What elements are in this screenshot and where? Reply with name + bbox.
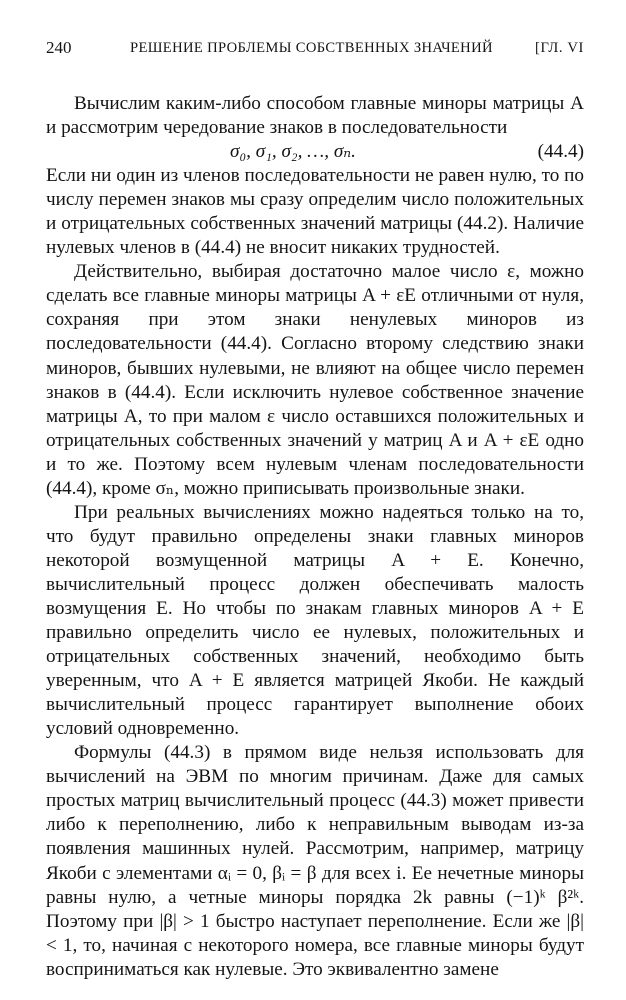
page-number: 240: [46, 38, 72, 57]
formula-expression: σ₀, σ₁, σ₂, …, σₙ.: [230, 141, 356, 163]
paragraph-4: При реальных вычислениях можно надеяться только на то, что будут правильно определены знаки главных миноров некоторой возмущенной матрицы A + E. Конечно, вычислительный процесс должен обеспечивать малость возмущения E. Но чтобы по знакам главных миноров A + E правильно определить число ее нулевых, положительных и отрицательных собственных значений, необходимо быть уверенным, что A + E является матрицей Якоби. Не каждый вычислительный процесс гарантирует выполнение обоих условий одновременно.: [46, 501, 584, 740]
paragraph-3: Действительно, выбирая достаточно малое число ε, можно сделать все главные миноры матрицы A + εE отличными от нуля, сохраняя при этом знаки ненулевых миноров из последовательности (44.4). Согласно второму следствию знаки миноров, бывших нулевыми, не влияют на общее число перемен знаков в (44.4). Если исключить нулевое собственное значение матрицы A, то при малом ε число оставшихся положительных и отрицательных собственных значений у матриц A и A + εE одно и то же. Поэтому всем нулевым членам последовательности (44.4), кроме σₙ, можно приписывать произвольные знаки.: [46, 261, 584, 499]
chapter-label: [ГЛ. VI: [535, 40, 584, 56]
paragraph-1: Вычислим каким-либо способом главные миноры матрицы A и рассмотрим чередование знаков в последовательности: [46, 93, 584, 139]
running-header: [46, 36, 584, 60]
formula-number: (44.4): [537, 141, 584, 163]
body-text: [46, 92, 584, 982]
running-title: РЕШЕНИЕ ПРОБЛЕМЫ СОБСТВЕННЫХ ЗНАЧЕНИЙ: [130, 40, 493, 56]
paragraph-2: Если ни один из членов последовательности не равен нулю, то по числу перемен знаков мы сразу определим число положительных и отрицательных собственных значений матрицы (44.2). Наличие нулевых членов в (44.4) не вносит никаких трудностей.: [46, 165, 584, 259]
paragraph-5: Формулы (44.3) в прямом виде нельзя использовать для вычислений на ЭВМ по многим причинам. Даже для самых простых матриц вычислительный процесс (44.3) может привести либо к переполнению, либо к неправильным выводам из-за появления машинных нулей. Рассмотрим, например, матрицу Якоби с элементами αᵢ = 0, βᵢ = β для всех i. Ее нечетные миноры равны нулю, а четные миноры порядка 2k равны (−1)ᵏ β²ᵏ. Поэтому при |β| > 1 быстро наступает переполнение. Если же |β| < 1, то, начиная с некоторого номера, все главные миноры будут восприниматься как нулевые. Это эквивалентно замене: [46, 742, 584, 980]
formula-44-4: [46, 140, 584, 164]
